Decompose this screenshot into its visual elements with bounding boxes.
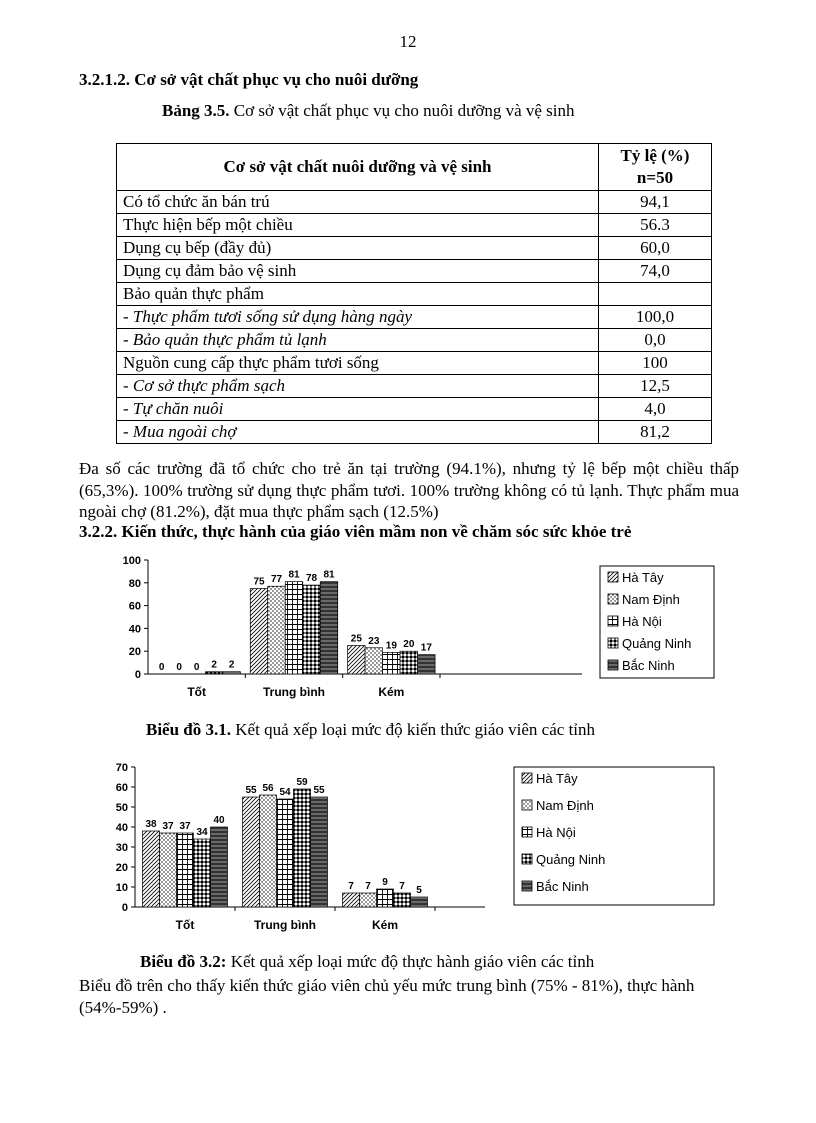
data-label: 77 <box>270 574 283 586</box>
bar-5 <box>311 797 328 907</box>
row-label: - Cơ sở thực phẩm sạch <box>117 375 599 398</box>
row-label: - Thực phẩm tươi sống sử dụng hàng ngày <box>117 306 599 329</box>
legend-label: Quảng Ninh <box>536 852 606 867</box>
bar-4 <box>303 585 321 674</box>
bar-2 <box>160 833 177 907</box>
bar-2 <box>268 586 286 674</box>
chart2-caption <box>140 952 594 972</box>
row-value: 74,0 <box>599 260 712 283</box>
bar-3 <box>377 889 394 907</box>
data-label: 25 <box>350 633 362 645</box>
row-label: - Tự chăn nuôi <box>117 398 599 421</box>
y-tick-label: 60 <box>115 782 128 794</box>
data-label: 54 <box>279 787 291 798</box>
legend-swatch <box>522 800 532 810</box>
paragraph-1: Đa số các trường đã tổ chức cho trẻ ăn tại trường (94.1%), nhưng tỷ lệ bếp một chiều thấp (65,3%). 100% trường sử dụng thực phẩm tươi. 100% trường không có tủ lạnh. Thực phẩm mua ngoài chợ (81.2%), đặt mua thực phẩm sạch (12.5%) <box>79 459 739 521</box>
data-label: 40 <box>213 815 225 826</box>
legend-label: Nam Định <box>622 592 680 607</box>
bar-5 <box>418 655 436 674</box>
chart1-caption-label: Biểu đồ 3.1. <box>146 720 232 739</box>
bar-1 <box>243 797 260 907</box>
legend-label: Hà Tây <box>622 570 664 585</box>
table-header-n: n=50 <box>636 168 674 187</box>
legend-label: Hà Tây <box>536 771 578 786</box>
data-label: 2 <box>211 659 217 671</box>
data-label: 5 <box>416 885 422 896</box>
data-label: 0 <box>193 662 200 673</box>
legend-swatch <box>608 616 618 626</box>
table-caption-text: Cơ sở vật chất phục vụ cho nuôi dưỡng và vệ sinh <box>229 101 575 120</box>
data-label: 34 <box>196 827 208 838</box>
legend-swatch <box>522 881 532 891</box>
bar-5 <box>411 897 428 907</box>
row-value: 56.3 <box>599 214 712 237</box>
bar-5 <box>320 582 338 674</box>
y-tick-label: 80 <box>128 577 141 590</box>
chart1-caption-text: Kết quả xếp loại mức độ kiến thức giáo viên các tỉnh <box>231 720 596 739</box>
row-label: Dụng cụ đảm bảo vệ sinh <box>117 260 599 283</box>
row-value: 81,2 <box>599 421 712 444</box>
bar-3 <box>383 652 401 674</box>
legend-label: Nam Định <box>536 798 594 813</box>
data-label: 37 <box>179 821 191 832</box>
x-tick-label: Kém <box>371 918 399 932</box>
bar-2 <box>360 893 377 907</box>
table-row <box>117 191 712 214</box>
bar-5 <box>211 827 228 907</box>
bar-3 <box>285 582 303 674</box>
row-label: Thực hiện bếp một chiều <box>117 214 599 237</box>
data-label: 20 <box>403 639 415 651</box>
chart1-caption <box>146 720 595 740</box>
legend-label: Quảng Ninh <box>622 636 692 651</box>
chart-knowledge <box>110 552 720 712</box>
table-header-row <box>117 144 712 191</box>
chart-practice <box>105 757 725 937</box>
legend-swatch <box>608 638 618 648</box>
y-tick-label: 40 <box>128 623 141 636</box>
y-tick-label: 70 <box>115 762 128 774</box>
data-label: 56 <box>262 783 274 794</box>
data-label: 55 <box>245 785 257 796</box>
row-label: Có tổ chức ăn bán trú <box>117 191 599 214</box>
table-row <box>117 306 712 329</box>
legend-swatch <box>608 660 618 670</box>
row-value: 94,1 <box>599 191 712 214</box>
data-label: 0 <box>176 662 182 673</box>
row-value: 60,0 <box>599 237 712 260</box>
x-tick-label: Tốt <box>187 685 206 699</box>
row-value: 100,0 <box>599 306 712 329</box>
legend-label: Hà Nội <box>536 825 576 840</box>
data-label: 75 <box>253 576 265 588</box>
row-value: 0,0 <box>599 329 712 352</box>
x-tick-label: Trung bình <box>254 918 316 932</box>
x-tick-label: Trung bình <box>263 685 325 699</box>
bar-4 <box>294 789 311 907</box>
row-label: Dụng cụ bếp (đầy đủ) <box>117 237 599 260</box>
table-row <box>117 421 712 444</box>
data-label: 59 <box>296 777 308 788</box>
data-label: 55 <box>313 785 325 796</box>
table-header-rate: Tỷ lệ (%) <box>620 146 690 165</box>
y-tick-label: 100 <box>122 555 141 567</box>
row-value: 100 <box>599 352 712 375</box>
y-tick-label: 20 <box>115 862 128 874</box>
bar-1 <box>250 589 268 675</box>
bar-1 <box>343 893 360 907</box>
legend-swatch <box>522 854 532 864</box>
bar-1 <box>348 646 366 675</box>
x-tick-label: Tốt <box>175 918 195 932</box>
table-row <box>117 237 712 260</box>
table-row <box>117 329 712 352</box>
y-tick-label: 40 <box>115 822 128 834</box>
data-label: 17 <box>420 642 432 654</box>
bar-3 <box>277 799 294 907</box>
data-label: 37 <box>162 821 174 832</box>
legend-swatch <box>522 827 532 837</box>
bar-4 <box>205 672 223 674</box>
legend-swatch <box>608 572 618 582</box>
bar-2 <box>365 648 383 674</box>
y-tick-label: 0 <box>121 902 128 914</box>
row-value: 12,5 <box>599 375 712 398</box>
row-value <box>599 283 712 306</box>
table-row <box>117 398 712 421</box>
row-label: - Bảo quản thực phẩm tủ lạnh <box>117 329 599 352</box>
section-heading: 3.2.1.2. Cơ sở vật chất phục vụ cho nuôi dưỡng <box>79 70 419 89</box>
data-label: 7 <box>365 881 371 892</box>
table-header-right <box>599 144 712 191</box>
data-label: 81 <box>323 569 335 581</box>
bar-3 <box>177 833 194 907</box>
data-label: 7 <box>399 881 405 892</box>
x-tick-label: Kém <box>378 685 405 699</box>
section2-heading: 3.2.2. Kiến thức, thực hành của giáo viên mầm non về chăm sóc sức khỏe trẻ <box>79 522 632 541</box>
chart2-caption-label: Biểu đồ 3.2: <box>140 952 227 971</box>
legend-swatch <box>608 594 618 604</box>
bar-5 <box>223 672 241 674</box>
bar-2 <box>260 795 277 907</box>
data-label: 19 <box>385 640 397 652</box>
bar-4 <box>400 651 418 674</box>
row-value: 4,0 <box>599 398 712 421</box>
y-tick-label: 20 <box>128 646 141 659</box>
data-label: 78 <box>305 573 318 585</box>
legend-label: Bắc Ninh <box>622 658 675 673</box>
page-number: 12 <box>399 32 417 51</box>
legend-label: Bắc Ninh <box>536 879 589 894</box>
y-tick-label: 30 <box>115 842 128 854</box>
bar-4 <box>194 839 211 907</box>
y-tick-label: 50 <box>115 802 128 814</box>
data-label: 9 <box>382 877 388 888</box>
data-label: 7 <box>348 881 354 892</box>
legend-swatch <box>522 773 532 783</box>
table-row <box>117 283 712 306</box>
table-row <box>117 260 712 283</box>
facilities-table <box>116 143 712 444</box>
table-caption-label: Bảng 3.5. <box>162 101 230 120</box>
row-label: Bảo quản thực phẩm <box>117 283 599 306</box>
table-row <box>117 214 712 237</box>
bar-4 <box>394 893 411 907</box>
legend-label: Hà Nội <box>622 614 662 629</box>
row-label: - Mua ngoài chợ <box>117 421 599 444</box>
y-tick-label: 0 <box>134 669 141 681</box>
data-label: 0 <box>158 662 165 673</box>
row-label: Nguồn cung cấp thực phẩm tươi sống <box>117 352 599 375</box>
data-label: 23 <box>368 635 380 647</box>
data-label: 2 <box>228 659 235 671</box>
bar-1 <box>143 831 160 907</box>
table-row <box>117 352 712 375</box>
table-row <box>117 375 712 398</box>
y-tick-label: 10 <box>115 882 128 894</box>
chart2-caption-text: Kết quả xếp loại mức độ thực hành giáo viên các tỉnh <box>226 952 595 971</box>
data-label: 38 <box>145 819 157 830</box>
table-header-left: Cơ sở vật chất nuôi dưỡng và vệ sinh <box>117 144 599 191</box>
paragraph-2: Biểu đồ trên cho thấy kiến thức giáo viên chủ yếu mức trung bình (75% - 81%), thực hành (54%-59%) . <box>79 976 695 1017</box>
data-label: 81 <box>288 569 300 581</box>
y-tick-label: 60 <box>128 600 141 613</box>
table-caption <box>162 101 575 121</box>
